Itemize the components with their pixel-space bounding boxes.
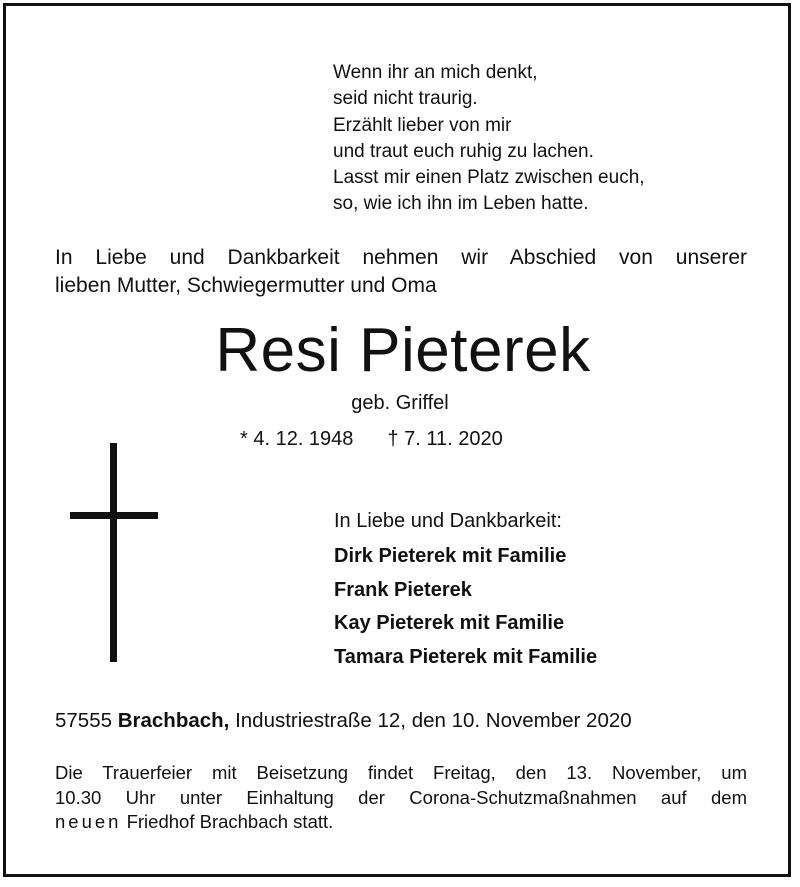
family-member: Dirk Pieterek mit Familie (334, 545, 567, 567)
ceremony-info (55, 761, 747, 835)
ceremony-spaced-word: neuen (55, 811, 122, 832)
location-line (55, 708, 632, 734)
address-date: Industriestraße 12, den 10. November 2020 (235, 709, 632, 732)
deceased-name: Resi Pieterek (215, 316, 591, 385)
family-member: Tamara Pieterek mit Familie (334, 645, 598, 668)
poem-line: Wenn ihr an mich denkt, (333, 62, 538, 83)
birth-name: geb. Griffel (351, 392, 449, 414)
postal-code: 57555 (55, 709, 113, 732)
ceremony-line-1: Die Trauerfeier mit Beisetzung findet Freitag, den 13. November, um (55, 762, 747, 783)
city: Brachbach, (117, 709, 230, 732)
poem-line: und traut euch ruhig zu lachen. (333, 140, 594, 162)
poem-line: seid nicht traurig. (333, 88, 478, 110)
family-title: In Liebe und Dankbarkeit: (334, 510, 562, 532)
poem-line: Lasst mir einen Platz zwischen euch, (333, 167, 645, 189)
death-date: † 7. 11. 2020 (387, 428, 503, 450)
ceremony-line-2: 10.30 Uhr unter Einhaltung der Corona-Schutzmaßnahmen auf dem (55, 786, 747, 808)
intro-line-2: lieben Mutter, Schwiegermutter und Oma (55, 273, 437, 297)
birth-date: * 4. 12. 1948 (240, 428, 354, 450)
family-list (334, 508, 597, 674)
poem (333, 60, 645, 218)
life-dates (240, 426, 503, 452)
family-member: Frank Pieterek (334, 578, 472, 601)
ceremony-line-3-rest: Friedhof Brachbach statt. (126, 811, 334, 832)
cross-vertical-bar (110, 443, 117, 662)
poem-line: Erzählt lieber von mir (333, 114, 512, 136)
ceremony-line-3 (55, 810, 747, 835)
intro-text (55, 244, 747, 299)
poem-line: so, wie ich ihn im Leben hatte. (333, 193, 589, 215)
intro-line-1: In Liebe und Dankbarkeit nehmen wir Abschied von unserer (55, 246, 747, 269)
cross-horizontal-bar (70, 512, 158, 519)
family-member: Kay Pieterek mit Familie (334, 612, 565, 634)
